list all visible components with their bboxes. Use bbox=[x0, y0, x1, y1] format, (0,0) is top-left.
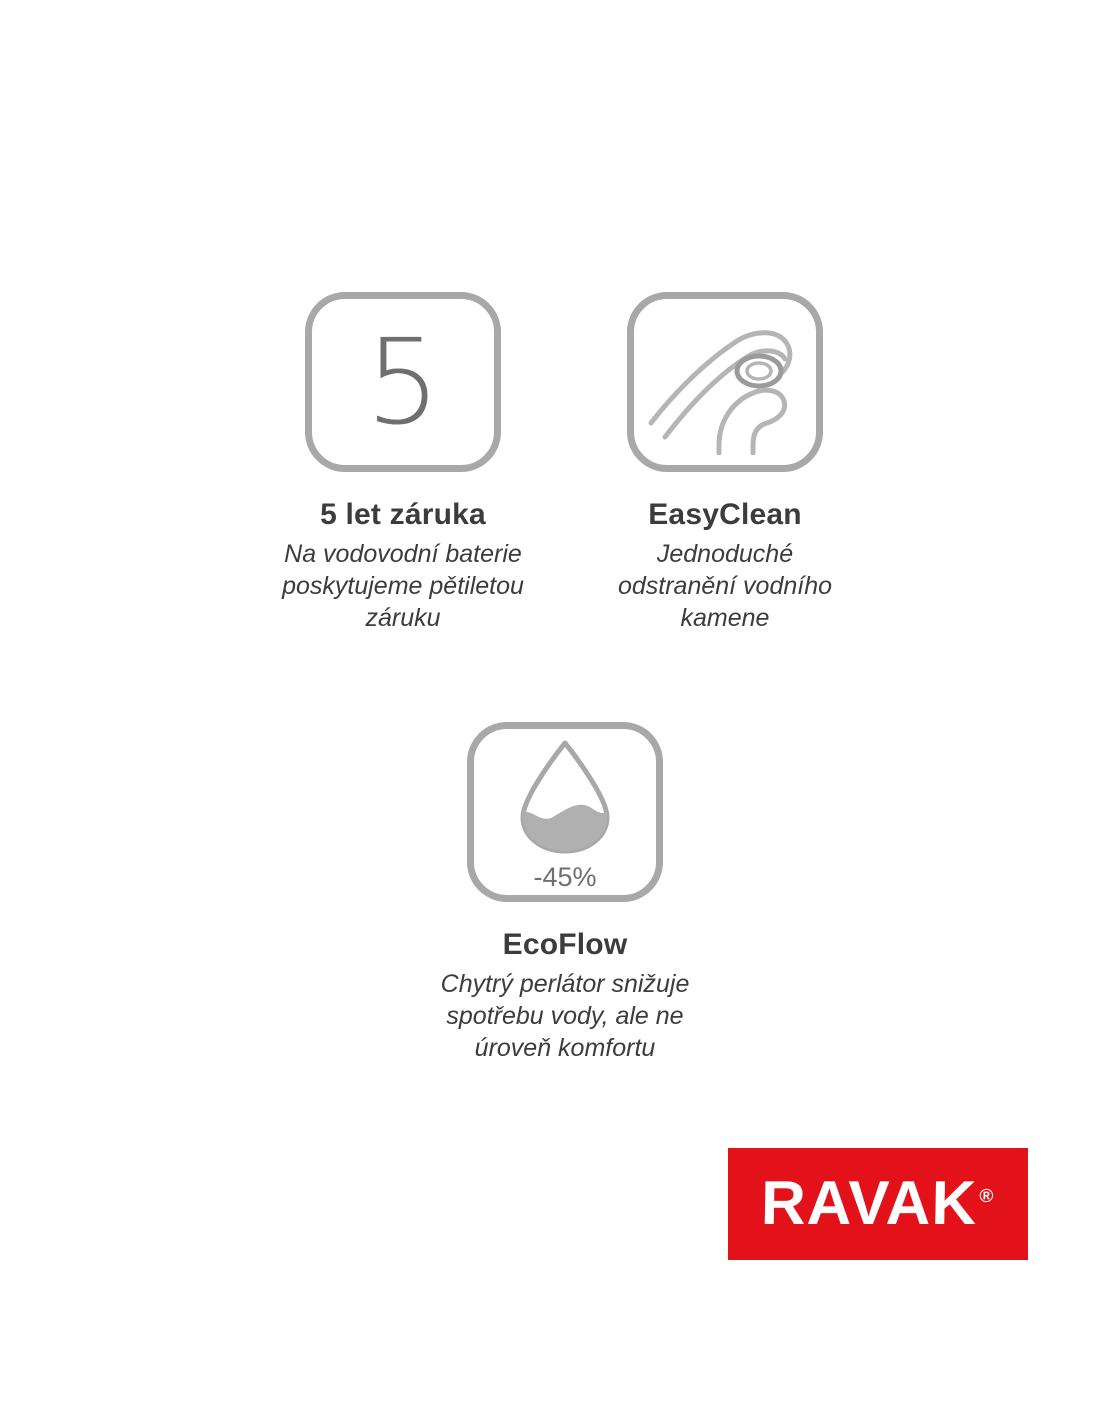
ravak-logo-text bbox=[760, 1169, 995, 1238]
number-five-icon: 5 bbox=[365, 313, 441, 451]
ravak-logo bbox=[728, 1148, 1028, 1260]
feature-easyclean bbox=[600, 292, 850, 634]
registered-trademark-icon: ® bbox=[979, 1186, 995, 1208]
feature-warranty-description: Na vodovodní baterie poskytujeme pětiletou záruku bbox=[282, 540, 524, 632]
water-drop-icon bbox=[509, 737, 621, 860]
feature-warranty-title: 5 let záruka bbox=[320, 498, 486, 531]
ecoflow-percentage-label: -45% bbox=[533, 862, 597, 892]
feature-ecoflow-description: Chytrý perlátor snižuje spotřebu vody, ale ne úroveň komfortu bbox=[440, 970, 690, 1062]
finger-wiping-aerator-icon bbox=[641, 305, 809, 460]
ravak-wordmark: RAVAK bbox=[760, 1169, 979, 1238]
feature-easyclean-description: Jednoduché odstranění vodního kamene bbox=[617, 540, 833, 632]
ecoflow-icon-box bbox=[467, 722, 663, 902]
feature-ecoflow bbox=[440, 722, 690, 1064]
feature-easyclean-title: EasyClean bbox=[648, 498, 802, 531]
feature-warranty bbox=[278, 292, 528, 634]
feature-ecoflow-title: EcoFlow bbox=[502, 928, 628, 961]
warranty-icon-box bbox=[305, 292, 501, 472]
easyclean-icon-box bbox=[627, 292, 823, 472]
